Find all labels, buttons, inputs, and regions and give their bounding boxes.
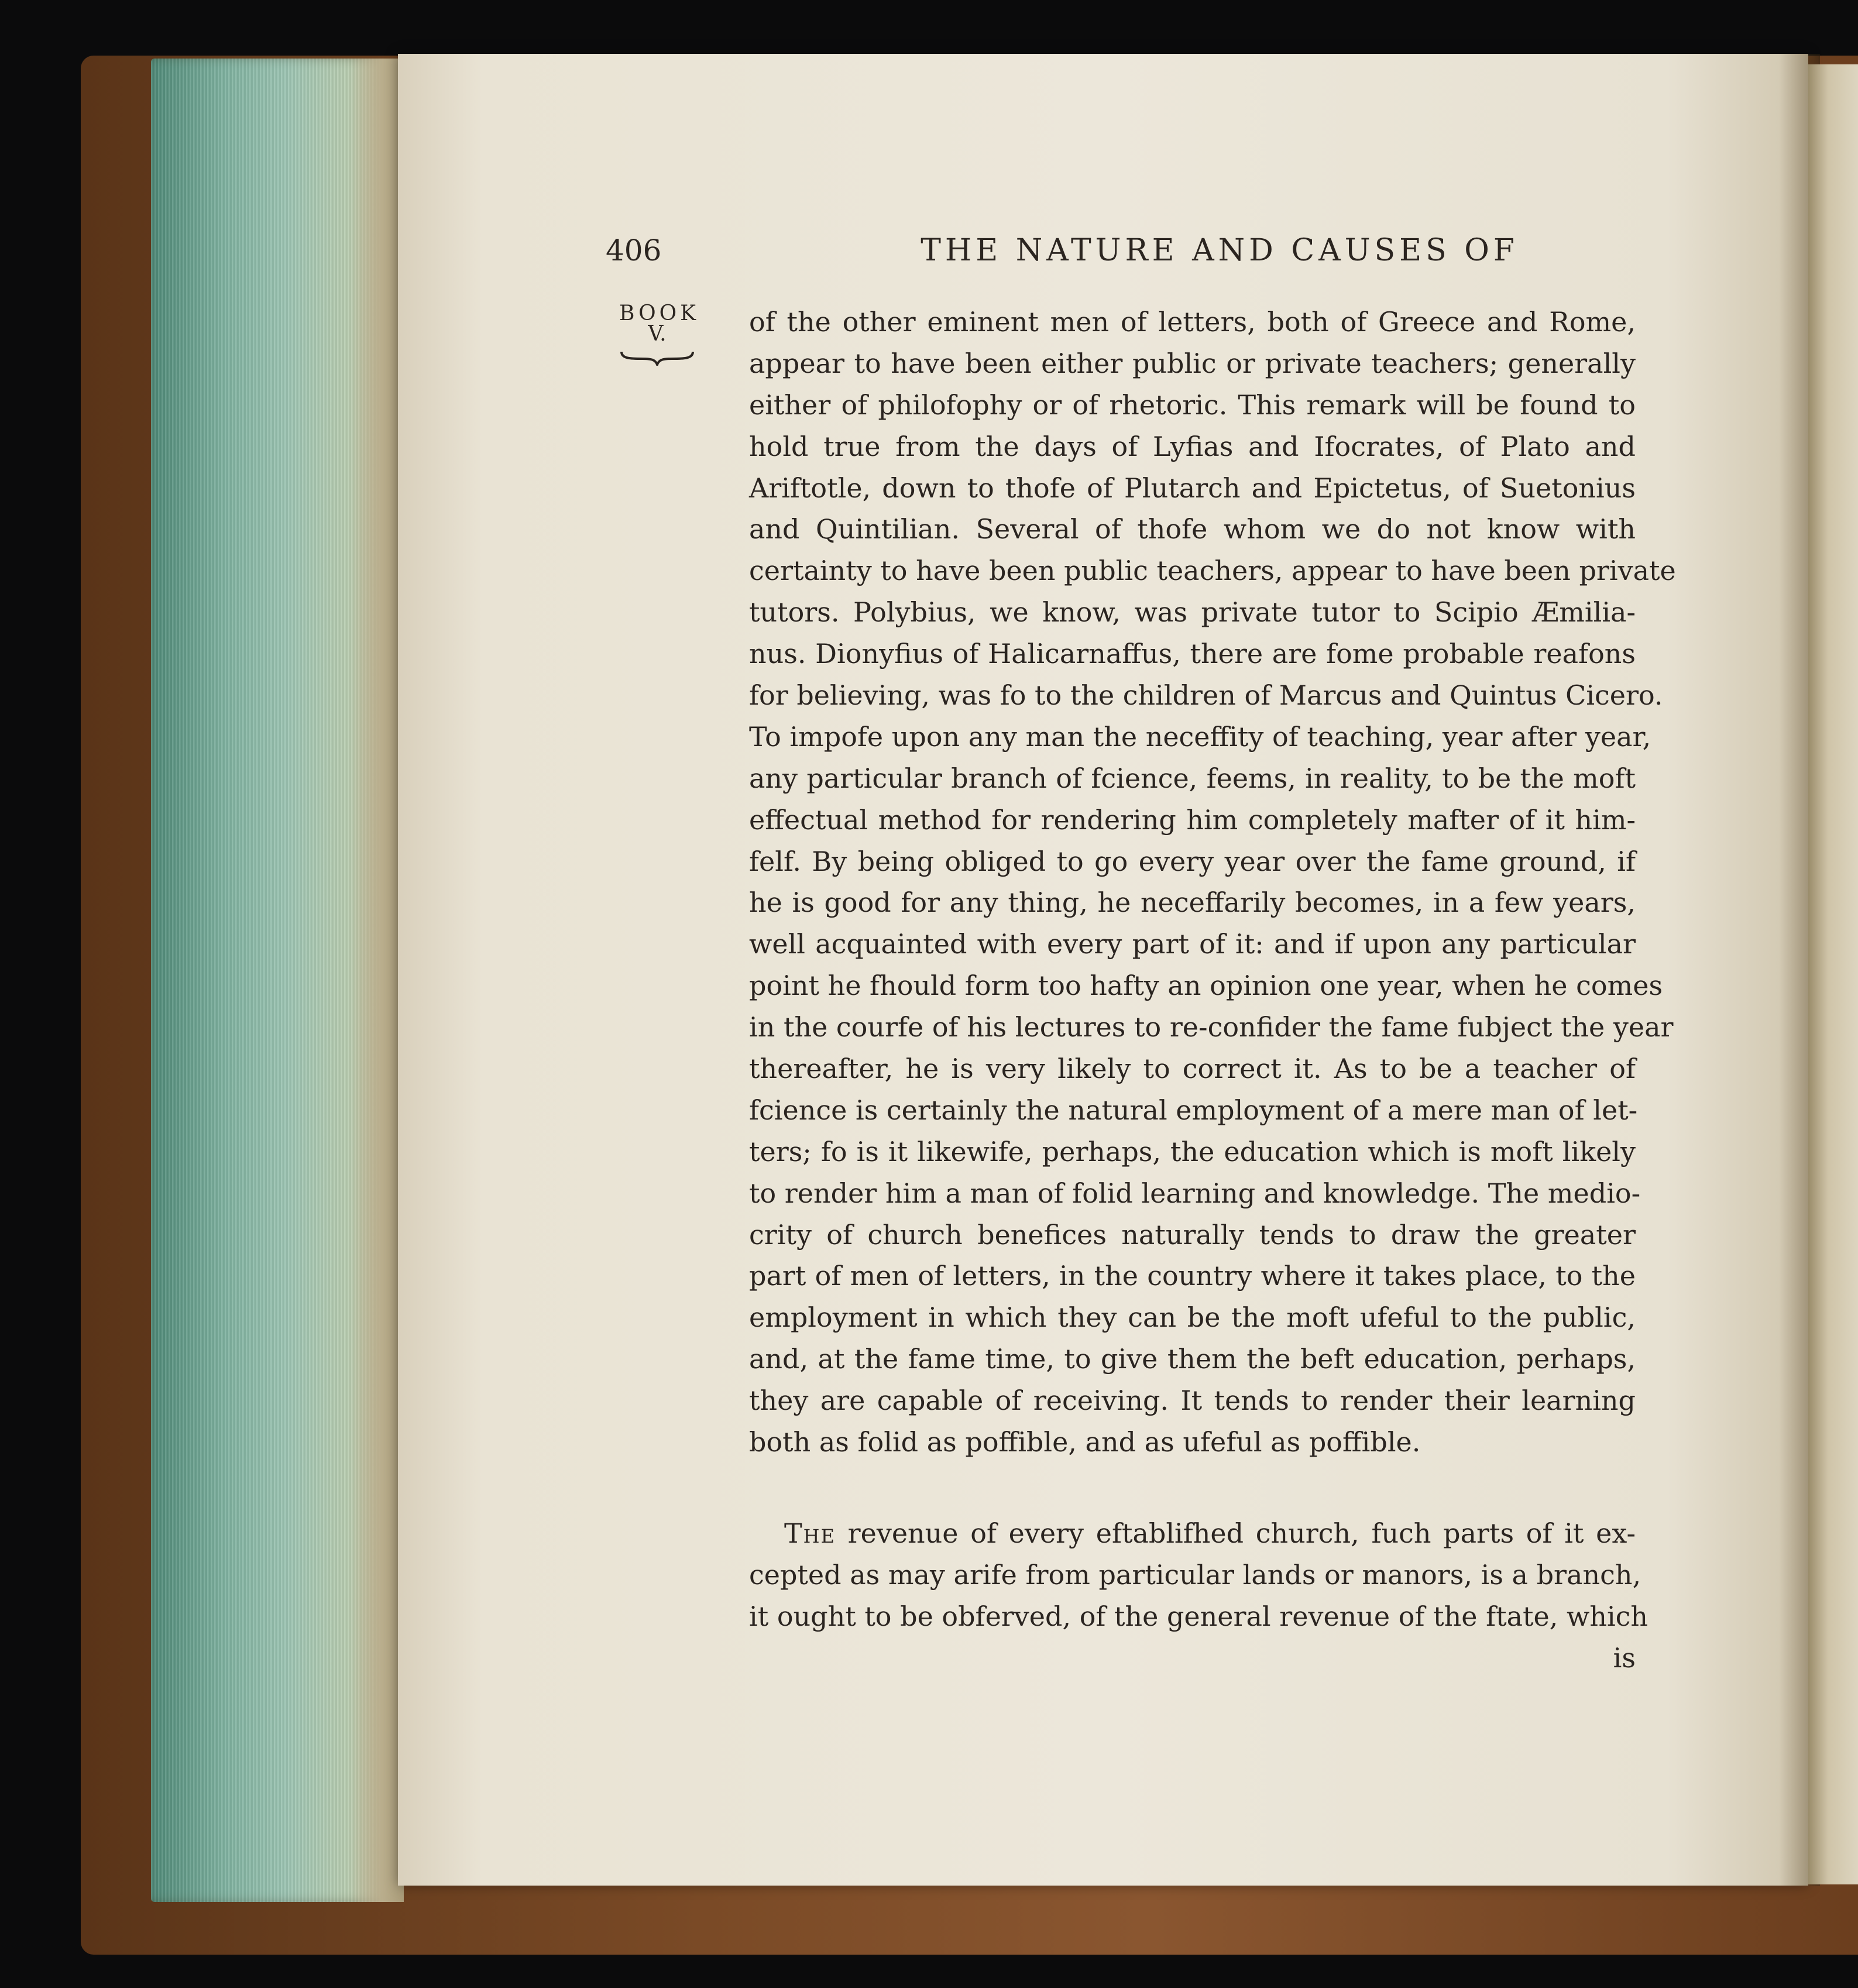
text-line: certainty to have been public teachers, appear to have been private (749, 555, 1676, 587)
lead-word: The (784, 1517, 836, 1549)
text-line: appear to have been either public or private teachers; generally (749, 347, 1636, 379)
text-line: crity of church benefices naturally tends to draw the greater (749, 1218, 1636, 1251)
text-line: point he fhould form too hafty an opinion one year, when he comes (749, 970, 1663, 1002)
text-line: in the courfe of his lectures to re-confider the fame fubject the year (749, 1011, 1674, 1043)
text-line: thereafter, he is very likely to correct it. As to be a teacher of (749, 1053, 1636, 1085)
facing-page (1808, 64, 1858, 1884)
text-line: either of philofophy or of rhetoric. This remark will be found to (749, 389, 1636, 421)
text-line: for believing, was fo to the children of Marcus and Quintus Cicero. (749, 679, 1663, 712)
text-line: well acquainted with every part of it: and if upon any particular (749, 928, 1636, 960)
page-number: 406 (606, 234, 662, 267)
text-line: felf. By being obliged to go every year over the fame ground, if (749, 845, 1636, 877)
text-line: they are capable of receiving. It tends to render their learning (749, 1385, 1636, 1417)
text-line: effectual method for rendering him completely mafter of it him- (749, 804, 1636, 836)
paragraph-gap (749, 1463, 1636, 1513)
text-line: it ought to be obferved, of the general revenue of the ftate, which (749, 1600, 1648, 1632)
brace-icon (619, 349, 695, 366)
text-line: to render him a man of folid learning and knowledge. The medio- (749, 1177, 1641, 1209)
text-line: Ariftotle, down to thofe of Plutarch and Epictetus, of Suetonius (749, 472, 1636, 504)
body-text (749, 301, 1676, 1679)
text-line: ters; fo is it likewife, perhaps, the education which is moft likely (749, 1135, 1636, 1168)
text-line: cepted as may arife from particular lands or manors, is a branch, (749, 1558, 1641, 1591)
lead-line-rest: revenue of every eftablifhed church, fuch parts of it ex- (835, 1517, 1636, 1549)
paragraph-2 (749, 1513, 1648, 1679)
running-title: THE NATURE AND CAUSES OF (921, 233, 1519, 268)
text-line: nus. Dionyfius of Halicarnaffus, there are fome probable reafons (749, 638, 1636, 670)
text-line: and, at the fame time, to give them the beft education, perhaps, (749, 1343, 1636, 1375)
text-line: fcience is certainly the natural employment of a mere man of let- (749, 1094, 1638, 1126)
text-line: hold true from the days of Lyfias and Ifocrates, of Plato and (749, 430, 1636, 462)
text-line: To impofe upon any man the neceffity of teaching, year after year, (749, 720, 1651, 753)
text-line: employment in which they can be the moft ufeful to the public, (749, 1302, 1636, 1334)
text-line: part of men of letters, in the country where it takes place, to the (749, 1260, 1636, 1292)
catchword: is (1613, 1642, 1636, 1674)
text-line: both as folid as poffible, and as ufeful as poffible. (749, 1426, 1421, 1458)
book-number: V. (648, 322, 667, 346)
text-line (749, 1513, 1636, 1554)
running-head (606, 233, 1519, 268)
text-line: and Quintilian. Several of thofe whom we do not know with (749, 513, 1636, 545)
book-word: BOOK (619, 301, 700, 325)
paragraph-1 (749, 301, 1676, 1463)
text-line: any particular branch of fcience, feems, in reality, to be the moft (749, 762, 1636, 794)
text-line: tutors. Polybius, we know, was private tutor to Scipio Æmilia- (749, 596, 1636, 629)
margin-book-label (619, 301, 700, 366)
page-edges-shadow (351, 59, 404, 1902)
text-line: he is good for any thing, he neceffarily becomes, in a few years, (749, 887, 1636, 919)
text-line: of the other eminent men of letters, both of Greece and Rome, (749, 306, 1636, 338)
